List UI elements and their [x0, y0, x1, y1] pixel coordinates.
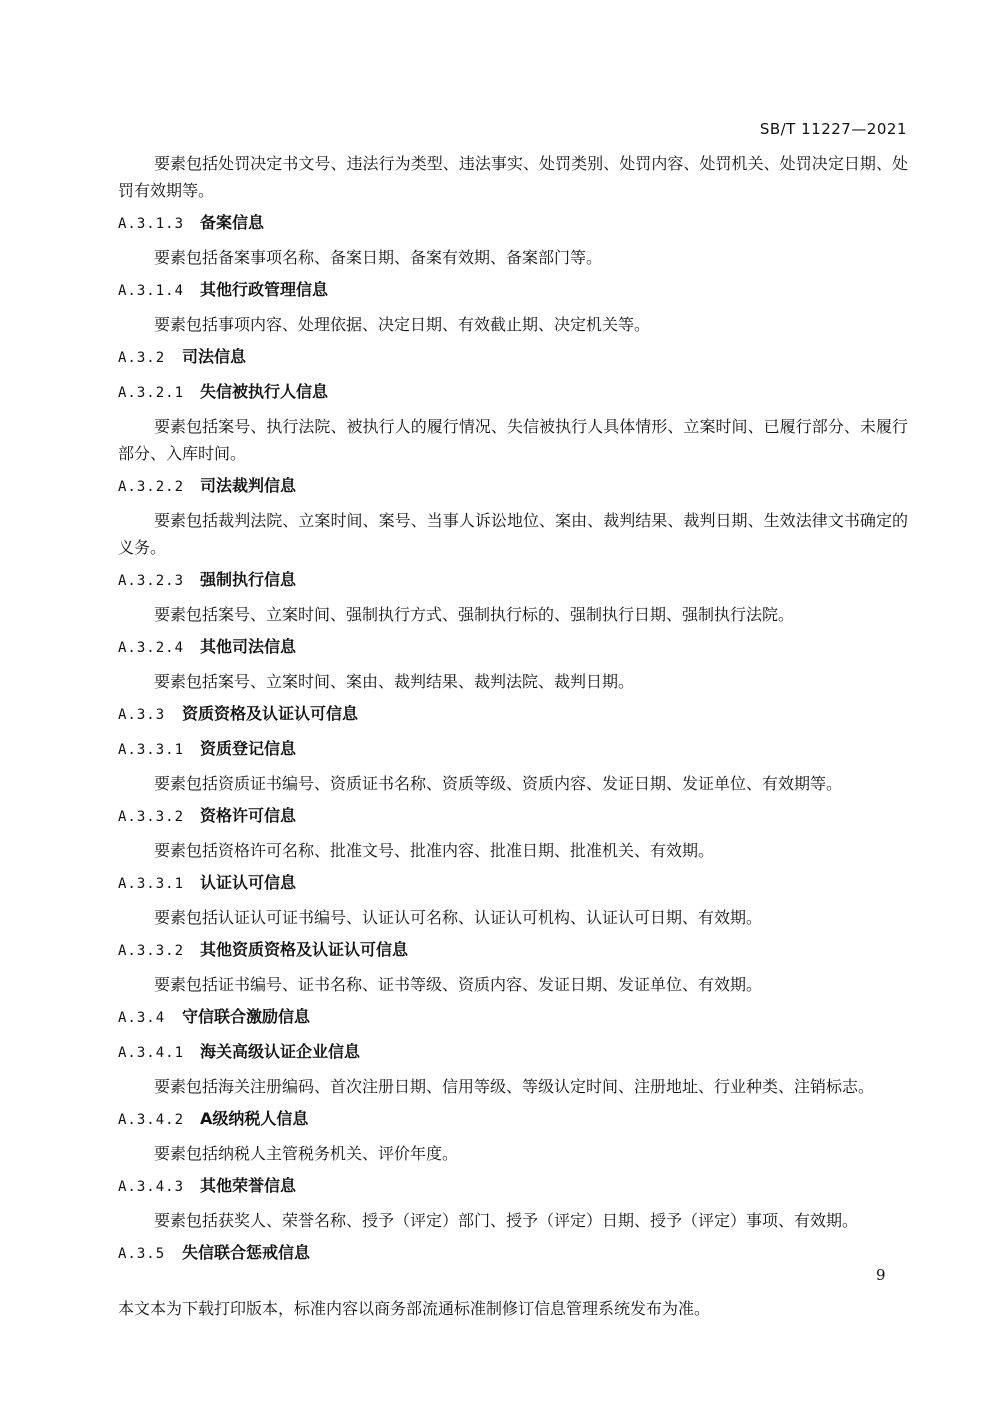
section-number: A.3.2.3: [118, 573, 185, 589]
section-heading: [118, 566, 908, 595]
section-number: A.3.4: [118, 1010, 166, 1026]
page-number: 9: [876, 1266, 886, 1284]
section-heading: [118, 378, 908, 407]
section-heading: [118, 802, 908, 831]
section-heading: [118, 735, 908, 764]
section-heading: [118, 1239, 908, 1268]
section-title: 失信联合惩戒信息: [182, 1243, 311, 1262]
document-body: [118, 150, 908, 1274]
paragraph: 要素包括备案事项名称、备案日期、备案有效期、备案部门等。: [154, 248, 603, 267]
section-number: A.3.2.4: [118, 640, 185, 656]
section-title: 认证认可信息: [200, 873, 297, 892]
section-heading: [118, 276, 908, 305]
section-title: 资质资格及认证认可信息: [182, 704, 359, 723]
section-number: A.3.3.2: [118, 943, 185, 959]
section-title: 其他资质资格及认证认可信息: [200, 940, 409, 959]
paragraph: 要素包括资格许可名称、批准文号、批准内容、批准日期、批准机关、有效期。: [154, 841, 715, 860]
section-number: A.3.4.3: [118, 1179, 185, 1195]
section-heading: [118, 472, 908, 501]
section-heading: [118, 633, 908, 662]
section-number: A.3.4.2: [118, 1112, 185, 1128]
section-heading: [118, 869, 908, 898]
section-number: A.3.2: [118, 350, 166, 366]
paragraph: 要素包括纳税人主管税务机关、评价年度。: [154, 1144, 459, 1163]
section-number: A.3.3.1: [118, 876, 185, 892]
section-title: 其他行政管理信息: [200, 280, 329, 299]
paragraph: 要素包括获奖人、荣誉名称、授予（评定）部门、授予（评定）日期、授予（评定）事项、有效期。: [154, 1211, 859, 1230]
section-title: 资质登记信息: [200, 739, 297, 758]
section-heading: [118, 1038, 908, 1067]
paragraph: 要素包括案号、立案时间、案由、裁判结果、裁判法院、裁判日期。: [154, 672, 635, 691]
section-number: A.3.3: [118, 707, 166, 723]
standard-code: SB/T 11227—2021: [759, 120, 907, 138]
section-title: 司法裁判信息: [200, 476, 297, 495]
section-number: A.3.5: [118, 1246, 166, 1262]
footer-note: 本文本为下载打印版本，标准内容以商务部流通标准制修订信息管理系统发布为准。: [118, 1299, 711, 1318]
section-number: A.3.1.3: [118, 216, 185, 232]
section-title: 失信被执行人信息: [200, 382, 329, 401]
section-title: A级纳税人信息: [200, 1109, 309, 1128]
section-title: 其他司法信息: [200, 637, 297, 656]
paragraph: 要素包括案号、执行法院、被执行人的履行情况、失信被执行人具体情形、立案时间、已履行部分、未履行部分、入库时间。: [118, 417, 908, 463]
section-title: 资格许可信息: [200, 806, 297, 825]
paragraph: 要素包括资质证书编号、资质证书名称、资质等级、资质内容、发证日期、发证单位、有效期等。: [154, 774, 843, 793]
section-title: 强制执行信息: [200, 570, 297, 589]
section-number: A.3.3.2: [118, 809, 185, 825]
paragraph: 要素包括证书编号、证书名称、证书等级、资质内容、发证日期、发证单位、有效期。: [154, 975, 763, 994]
paragraph: 要素包括处罚决定书文号、违法行为类型、违法事实、处罚类别、处罚内容、处罚机关、处罚决定日期、处罚有效期等。: [118, 154, 908, 200]
paragraph: 要素包括认证认可证书编号、认证认可名称、认证认可机构、认证认可日期、有效期。: [154, 908, 763, 927]
section-title: 海关高级认证企业信息: [200, 1042, 361, 1061]
section-number: A.3.1.4: [118, 283, 185, 299]
section-title: 司法信息: [182, 347, 247, 366]
paragraph: 要素包括案号、立案时间、强制执行方式、强制执行标的、强制执行日期、强制执行法院。: [154, 605, 795, 624]
section-heading: [118, 343, 908, 372]
paragraph: 要素包括裁判法院、立案时间、案号、当事人诉讼地位、案由、裁判结果、裁判日期、生效法律文书确定的义务。: [118, 511, 908, 557]
section-title: 守信联合激励信息: [182, 1007, 311, 1026]
section-heading: [118, 1003, 908, 1032]
section-title: 备案信息: [200, 213, 265, 232]
section-heading: [118, 1105, 908, 1134]
section-number: A.3.2.1: [118, 385, 185, 401]
paragraph: 要素包括事项内容、处理依据、决定日期、有效截止期、决定机关等。: [154, 315, 651, 334]
section-heading: [118, 1172, 908, 1201]
section-title: 其他荣誉信息: [200, 1176, 297, 1195]
section-heading: [118, 936, 908, 965]
paragraph: 要素包括海关注册编码、首次注册日期、信用等级、等级认定时间、注册地址、行业种类、注销标志。: [154, 1077, 875, 1096]
section-number: A.3.4.1: [118, 1045, 185, 1061]
section-number: A.3.2.2: [118, 479, 185, 495]
section-heading: [118, 209, 908, 238]
section-heading: [118, 700, 908, 729]
section-number: A.3.3.1: [118, 742, 185, 758]
